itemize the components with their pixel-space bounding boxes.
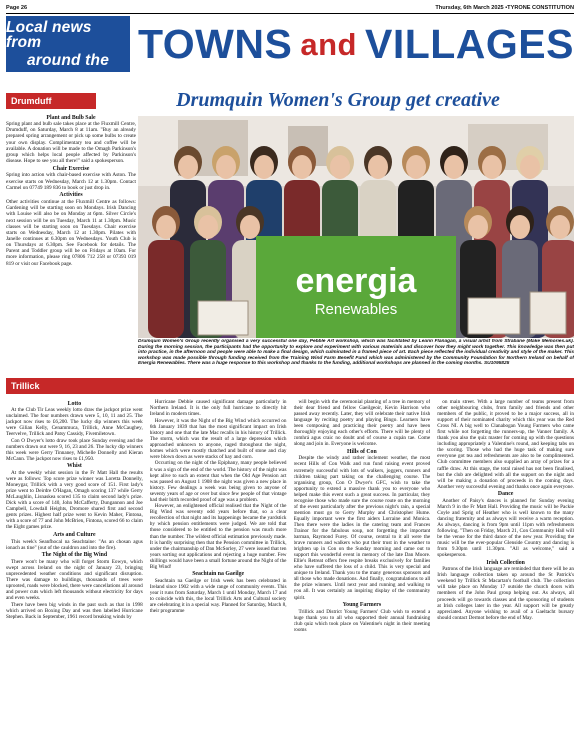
section-title-drumduff: Drumduff xyxy=(11,96,52,106)
article-text: Seachtain na Gaeilge or Irish week has been celebrated in Ireland since 1902 with a wide range of community events. This year it runs from Saturday, March 1 until Monday, March 17 and to coincide with this, the local Trillick Arts and Cultural society are celebrating it in a special way. Planned for Saturday, March 8, their programme xyxy=(149,577,287,615)
page-header xyxy=(6,2,574,14)
photo-caption: Drumquin Women's Group recently organised a very successful one day, Pebble Art workshop, which was facilitated by Leann Flanagan, a visual artist from Strabane (Make Memories.uk). During the morning session, the participants had the opportunity to explore and experiment with various materials and discover how they might work together. This knowledge was then put into practice, in the afternoon and people were able to make a final design, which culminated in a framed piece of art. Each piece reflected the individual creativity and style of the maker. This workshop was made possible through funding received from the Training Wind Farm Benefit Fund which was administered by the Community Foundation for Northern Ireland on behalf of Energia Renewables. There was a huge response to this workshop and thanks to the funding, additional workshops are planned in the coming months. SU1095825 xyxy=(138,339,574,367)
trillick-column-3 xyxy=(294,399,431,735)
article-heading: Hills of Con xyxy=(347,448,377,455)
article-heading: Chair Exercise xyxy=(52,165,90,172)
dateline: Thursday, 6th March 2025 •TYRONE CONSTITUTION xyxy=(435,4,574,11)
article-text: Hurricane Debbie caused significant damage particularly in Northern Ireland. It is the only full hurricane to directly hit Ireland in modern times. xyxy=(149,399,287,418)
trillick-column-4 xyxy=(437,399,574,735)
article-heading: Irish Collection xyxy=(486,559,525,566)
masthead xyxy=(6,16,574,72)
masthead-towns: TOWNS xyxy=(137,20,293,67)
article-heading: Activities xyxy=(59,192,83,199)
article-text: There won't be many who will forget Storm Eowyn, which swept across Ireland on the night of January 23, bringing unprecedented weather conditions and significant disruption. There was damage to buildings, thousands of trees were uprooted, roads were blocked, there were cancellations all around and power cuts which left thousands without electricity for days and even weeks. xyxy=(6,558,143,601)
article-text: on main street. With a large number of teams present from other neighbouring clubs, from family and friends and other members of the public, it proved to be a major success, all in support of their nominated charity which this year was the Red Cross NI. A big well to Clanabogan Young Farmers who came first while not forgetting the runners-up, the Vanner family. A thank you also the quiz master for coming up with the questions including appropriately a Valentine's round, and keeping tabs on the scoring. Those who had the huge task of making sure everyone got tea and refreshments are also to be complimented. Club committee members also supplied an array of prizes for a raffle draw. At this stage, the total raised has not been finalised, but the club are delighted with all the support on the night and will be making a donation of proceeds in the coming days. Another very successful evening and thanks once again everyone. xyxy=(437,399,574,490)
article-heading: Young Farmers xyxy=(342,602,382,609)
article-heading: Plant and Bulb Sale xyxy=(46,114,96,121)
article-text: Con O Dwyer's lotto draw took place Sunday evening and the numbers drawn out were 9, 16, 23 and 26. The lucky dip winners this week were Gerry Tinnaney, Michelle Donnelly and Kieran McCann. The jackpot now rises to £1,950. xyxy=(6,437,143,462)
article-text: At the weekly whist session in the Fr Matt Hall the results were as follows: Top score prize winner was Loretta Donnelly, Moneygar, Trillick with a very good score of 151. First lady's prize went to Deirdre O'Hagan, Omagh scoring 137 while Gerry McLaughlin, Lisnaskea scored 135 to claim second lady's prize. Dick with a score of 140, John McCafferty, Dungannon and Joe Campbell, Lowdall Heights, Dromore shared first and second gents prizes. Highest half prize went to Kevin Maher, Fintona, with a score of 77 and John McBrien, Fintona, scored 66 to claim the Eight games prize. xyxy=(6,470,143,531)
article-text: will begin with the ceremonial planting of a tree in memory of their dear friend and fellow Gaeilgeoir, Kevin Harrison who passed away recently. Later, they will celebrate their native Irish language by reciting poetry and playing Bingo. Learners have been composing and practicing their poetry and have been thoroughly enjoying each other's efforts. There will be plenty of comhrá agus craic no doubt and of course a cupán tae. Come along and join in. Everyone is welcome. xyxy=(293,399,431,448)
article-text: There have been big winds in the past such as that in 1998 which arrived on Boxing Day and was then labelled Hurricane Stephen. Back in September, 1961 record breaking winds by xyxy=(6,601,143,620)
article-heading: The Night of the Big Wind xyxy=(41,552,108,559)
drumduff-column xyxy=(6,113,136,371)
article-text: Patrons of the Irish language are reminded that there will be an Irish language collection taken up around the St Patrick's weekend by Trillick St Macartan's football club. The collection will take place on Monday 17 outside the church doors with members of the John Paul group helping out. As always, all proceeds will go towards classes and the sponsoring of students at Irish colleges later in the year. All support will be greatly appreciated. Anyone wishing to avail of a Gaeltacht bursary should contact Dermot before the end of May. xyxy=(437,566,574,621)
article-text: At the Club Tir Leas weekly lotto draw the jackpot prize went unclaimed. The four numbers drawn were 5, 10, 11 and 25. The jackpot now rises to £6,200. The lucky dip winners this week were Gilian Kelly, Cenammuca, Trillick, Anne McCaughey, Teervelve, Trillick and Patsy Cassidy, Fivemiletown. xyxy=(6,407,143,438)
article-text: Another of Paisy's dances is planned for Sunday evening March 9 in the Fr Matt Hall. Providing the music will be Packie Coyle and Sprig of Heather who is well known to the many dancing fraternity and as always will receive a warm reception. As always, dancing is from 9pm until 11pm with refreshments following. "Then on Friday, March 21, Con Community Hall will be the venue for the third dance of the new year. Providing the music will be the ever-popular Glenside Country and dancing is from 9.30pm until 11.30pm. "All as welcome," said a spokesperson. xyxy=(437,497,574,559)
group-photo xyxy=(138,116,574,338)
article-heading: Dance xyxy=(497,491,514,498)
article-text: Occurring on the night of the Epiphany, many people believed it was a sign of the end of the world. The history of the night was kept alive to such an extent that when the Old Age Pension act was passed on August 1 1908 the night was given a new place in history. Few dealings a week was being given to anyone of seventy years of age or over but since few people of that vintage had their birth recorded proof of age was a problem. xyxy=(149,460,287,503)
article-heading: Lotto xyxy=(67,400,82,407)
article-text: However, it was the Night of the Big Wind which occurred on 6th January 1839 that has the most significant impact on Irish history and one that the late Mac recalls in his history of Trillick. The storm, which was the result of a large depression which approached unknown to anyone, raged throughout the night, homes which were mostly thatched and built of stone and clay were blown down as were stacks of hay and corn. xyxy=(149,417,287,460)
article-text: Spring into action with chair-based exercise with Aston. The exercise starts on Wednesday, March 12 at 1.30pm. Contact Carmel on 07749 189 836 to book or just drop in. xyxy=(6,172,136,191)
section-bar-drumduff xyxy=(6,93,96,109)
headline: Drumquin Women's Group get creative xyxy=(176,89,500,111)
masthead-line1: Local news from xyxy=(6,18,92,52)
masthead-amp: and xyxy=(300,26,357,62)
group-photo-illustration xyxy=(138,116,574,338)
section-bar-trillick xyxy=(6,378,574,394)
masthead-title xyxy=(130,16,574,72)
section-title-trillick: Trillick xyxy=(11,381,40,391)
article-text: Other activities continue at the Fluxmill Centre as follows: Gardening will be starting soon on Mondays. Irish Dancing with Louise will also be on Monday at 6pm. Silver Circle's next session will be on Tuesday, March 11 at 1.30pm. Music classes will be starting soon on Tuesdays. Chair exercise starts on Wednesday, March 12 at 1.30pm. Pilates with Janelle continues at 6.30pm on Wednesdays. Youth Club is on Thursdays at 6.30pm. See Facebook for details. The Parent and Toddler group will be on Fridays at 10am. For more information, please ring 07806 712 258 or 07393 019 819 or visit our Facebook page. xyxy=(6,199,136,267)
article-heading: Whist xyxy=(66,463,82,470)
article-text: Spring plant and bulb sale takes place at the Fluxmill Centre, Drumduff, on Saturday, March 8 at 11am. "Buy an already prepared spring arrangement or pick up some bulbs to create your own display. Complimentary tea and coffee will be available. A donation will be made to the Omagh Parkinson's group which helps local people affected by Parkinson's disease. Hope to see you all there!" said a spokesperson. xyxy=(6,121,136,165)
masthead-tagline xyxy=(6,16,130,72)
masthead-line2: around the xyxy=(26,51,110,69)
masthead-villages: VILLAGES xyxy=(364,20,574,67)
article-text: Trillick and District Young Farmers' Club wish to extend a huge thank you to all who supported their annual fundraising club quiz which took place on Valentine's night in their meeting rooms xyxy=(293,608,431,633)
trillick-column-1 xyxy=(6,399,143,735)
article-text: However, an enlightened official realised that the Night of the Big Wind was seventy odd years before that, so a clear recollection of that night and its happenings became the yardstick by which pension entitlements were judged. We are told that those considered to be entitled to the pension was much more than the number. The wildest official estimation previously made. It is hardly surprising then that the Pension committee in Trillick, under the chairmanship of Dan McSorley, 27 were issued that ten years sorting out applications and rejecting a huge number. Few shillings would have been a small fortune around the Night of the Big Wind! xyxy=(149,503,287,570)
banner-brand: energia xyxy=(295,262,417,300)
page-number: Page 26 xyxy=(6,4,28,11)
article-text: Despite the windy and rather inclement weather, the most recent Hills of Con Walk and run fund raising event proved extremely successful with lots of walkers, joggers, runners and children taking part taking on the challenging course. The organising group, Con O Dwyer's GFC, wish to take the opportunity to extend a massive thank you to everyone who helped make this event such a great success. In particular, they recognise those who made sure the course route on the morning of the event particularly after the previous night's rain, a special mention must go to Gerry Murphy and Christopher Hume. Equally important were the first aiders Lorraine and Monica. Then there were the ladies in the catering team and Frances Trainor for the fabulous soup, not forgetting the important barman, Raymond Furey. Of course, central to it all were the brave runners and walkers who put their trust in the weather to brighten up in Con on the Sunday morning and came out to support this wonderful event in memory of the late Dan Moore. Ellie's Retreat offers free respite breaks exclusively for families who have suffered the loss of a child. This is very special and unique to Ireland. Thank you to the many generous sponsors and all those who made donations. And finally, congratulations to all the prize winners. Until next year and running and walking to you all. It was certainly an inspiring display of the community spirit. xyxy=(293,455,431,601)
article-heading: Arts and Culture xyxy=(53,531,96,538)
banner-sub: Renewables xyxy=(314,301,398,318)
trillick-column-2 xyxy=(150,399,287,735)
article-text: This week's Seanfhocal na Seachtaine: "As an chosan agus ionach as tine" (out of the cauldron and into the fire). xyxy=(6,538,143,551)
trillick-columns xyxy=(6,399,574,735)
article-heading: Seachtain na Gaeilge xyxy=(192,571,245,578)
